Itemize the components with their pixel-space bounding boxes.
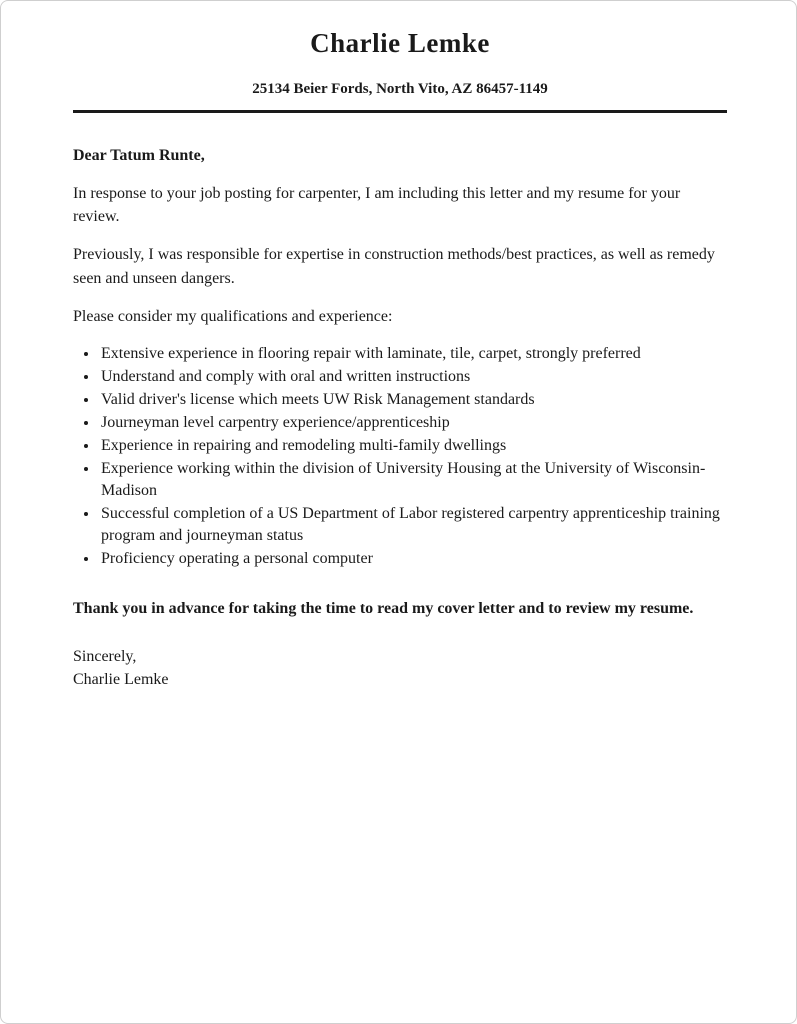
qualification-item: • Valid driver's license which meets UW Risk Management standards — [99, 389, 727, 411]
qualifications-intro: Please consider my qualifications and experience: — [73, 307, 393, 325]
experience-paragraph: Previously, I was responsible for expertise in construction methods/best practices, as well as remedy seen and unseen dangers. — [73, 246, 715, 287]
sender-name: Charlie Lemke — [310, 28, 490, 58]
thanks-line: Thank you in advance for taking the time to read my cover letter and to review my resume. — [73, 600, 694, 618]
sender-address: 25134 Beier Fords, North Vito, AZ 86457-1149 — [252, 81, 548, 98]
salutation: Dear Tatum Runte, — [73, 146, 205, 164]
signature: Charlie Lemke — [73, 670, 169, 688]
letter-header — [73, 27, 727, 113]
intro-paragraph: In response to your job posting for carpenter, I am including this letter and my resume for your review. — [73, 185, 681, 226]
qualification-item: • Extensive experience in flooring repair with laminate, tile, carpet, strongly preferred — [99, 343, 727, 365]
qualification-item: • Successful completion of a US Department of Labor registered carpentry apprenticeship training program and journeyman status — [99, 503, 727, 546]
closing: Sincerely, — [73, 647, 137, 665]
qualification-item: • Experience in repairing and remodeling multi-family dwellings — [99, 435, 727, 457]
letter-body — [73, 144, 727, 691]
qualification-item: • Journeyman level carpentry experience/apprenticeship — [99, 412, 727, 434]
qualification-item: • Proficiency operating a personal computer — [99, 548, 727, 570]
qualifications-list — [73, 343, 727, 569]
header-divider — [73, 110, 727, 113]
closing-block — [73, 645, 727, 691]
qualification-item: • Experience working within the division of University Housing at the University of Wisconsin-Madison — [99, 458, 727, 501]
qualification-item: • Understand and comply with oral and written instructions — [99, 366, 727, 388]
